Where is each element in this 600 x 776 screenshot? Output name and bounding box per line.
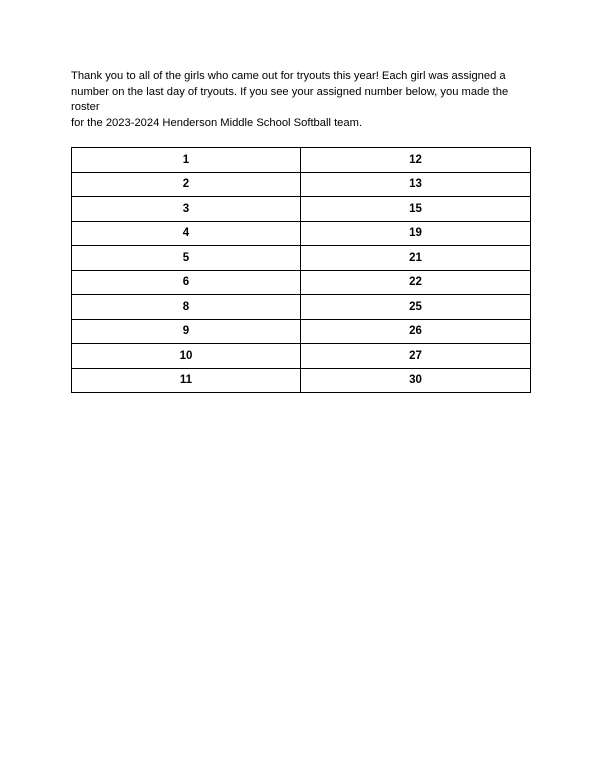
roster-number-left: 8 bbox=[72, 295, 301, 320]
table-row bbox=[72, 221, 531, 246]
roster-number-right: 27 bbox=[301, 344, 531, 369]
table-row bbox=[72, 246, 531, 271]
roster-number-left: 2 bbox=[72, 172, 301, 197]
roster-number-right: 25 bbox=[301, 295, 531, 320]
roster-number-left: 6 bbox=[72, 270, 301, 295]
roster-number-left: 11 bbox=[72, 368, 301, 393]
table-row bbox=[72, 295, 531, 320]
intro-paragraph: Thank you to all of the girls who came out for tryouts this year! Each girl was assigned a number on the last day of tryouts. If you see your assigned number below, you made the roster for the 2023-2024 Henderson Middle School Softball team. bbox=[71, 70, 509, 129]
table-row bbox=[72, 368, 531, 393]
roster-number-right: 22 bbox=[301, 270, 531, 295]
roster-number-left: 1 bbox=[72, 148, 301, 173]
roster-number-left: 5 bbox=[72, 246, 301, 271]
roster-number-left: 10 bbox=[72, 344, 301, 369]
table-row bbox=[72, 319, 531, 344]
roster-table-body bbox=[72, 148, 531, 393]
table-row bbox=[72, 270, 531, 295]
roster-number-right: 30 bbox=[301, 368, 531, 393]
roster-number-left: 4 bbox=[72, 221, 301, 246]
roster-number-right: 15 bbox=[301, 197, 531, 222]
roster-number-right: 12 bbox=[301, 148, 531, 173]
roster-number-left: 9 bbox=[72, 319, 301, 344]
roster-number-right: 21 bbox=[301, 246, 531, 271]
table-row bbox=[72, 344, 531, 369]
table-row bbox=[72, 172, 531, 197]
roster-number-right: 13 bbox=[301, 172, 531, 197]
table-row bbox=[72, 197, 531, 222]
roster-table bbox=[71, 147, 531, 393]
roster-number-right: 26 bbox=[301, 319, 531, 344]
table-row bbox=[72, 148, 531, 173]
roster-number-left: 3 bbox=[72, 197, 301, 222]
roster-number-right: 19 bbox=[301, 221, 531, 246]
